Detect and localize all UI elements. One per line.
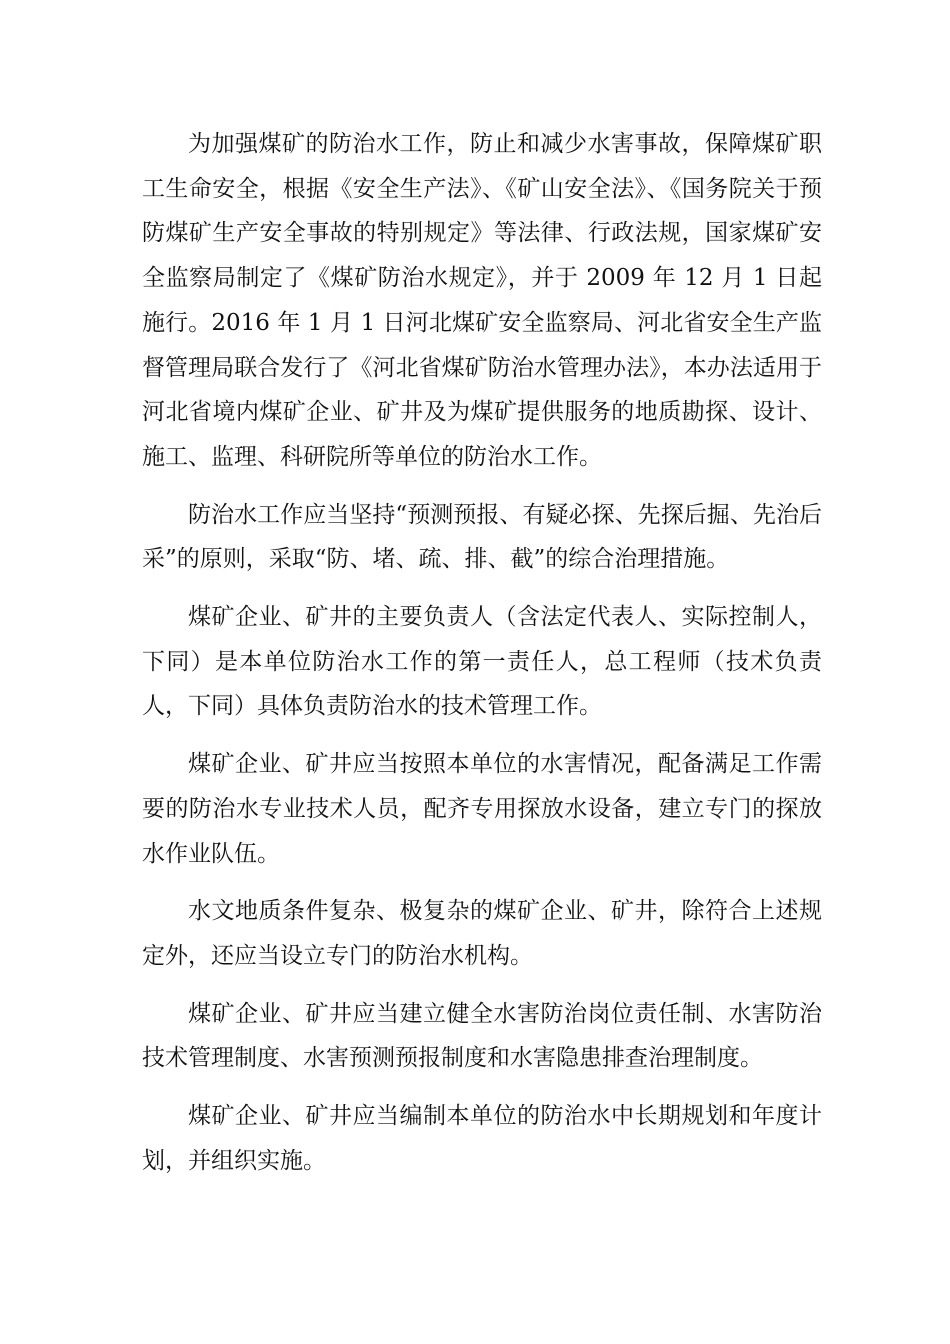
document-body: [142, 122, 822, 1196]
paragraph-2: 防治水工作应当坚持“预测预报、有疑必探、先探后掘、先治后采”的原则，采取“防、堵、疏、排、截”的综合治理措施。: [142, 501, 822, 573]
paragraph-5: 水文地质条件复杂、极复杂的煤矿企业、矿井，除符合上述规定外，还应当设立专门的防治水机构。: [142, 898, 822, 969]
paragraph-6: 煤矿企业、矿井应当建立健全水害防治岗位责任制、水害防治技术管理制度、水害预测预报制度和水害隐患排查治理制度。: [142, 1000, 822, 1072]
paragraph-3: 煤矿企业、矿井的主要负责人（含法定代表人、实际控制人，下同）是本单位防治水工作的第一责任人，总工程师（技术负责人，下同）具体负责防治水的技术管理工作。: [142, 604, 822, 720]
paragraph-1: 为加强煤矿的防治水工作，防止和减少水害事故，保障煤矿职工生命安全，根据《安全生产法》、《矿山安全法》、《国务院关于预防煤矿生产安全事故的特别规定》等法律、行政法规，国家煤矿安全监察局制定了《煤矿防治水规定》，并于 2009 年 12 月 1 日起施行。2016 年 1 月 1 日河北煤矿安全监察局、河北省安全生产监督管理局联合发行了《河北省煤矿防治水管理办法》，本办法适用于河北省境内煤矿企业、矿井及为煤矿提供服务的地质勘探、设计、施工、监理、科研院所等单位的防治水工作。: [142, 131, 822, 470]
paragraph-7: 煤矿企业、矿井应当编制本单位的防治水中长期规划和年度计划，并组织实施。: [142, 1103, 822, 1174]
paragraph-4: 煤矿企业、矿井应当按照本单位的水害情况，配备满足工作需要的防治水专业技术人员，配齐专用探放水设备，建立专门的探放水作业队伍。: [142, 751, 822, 867]
